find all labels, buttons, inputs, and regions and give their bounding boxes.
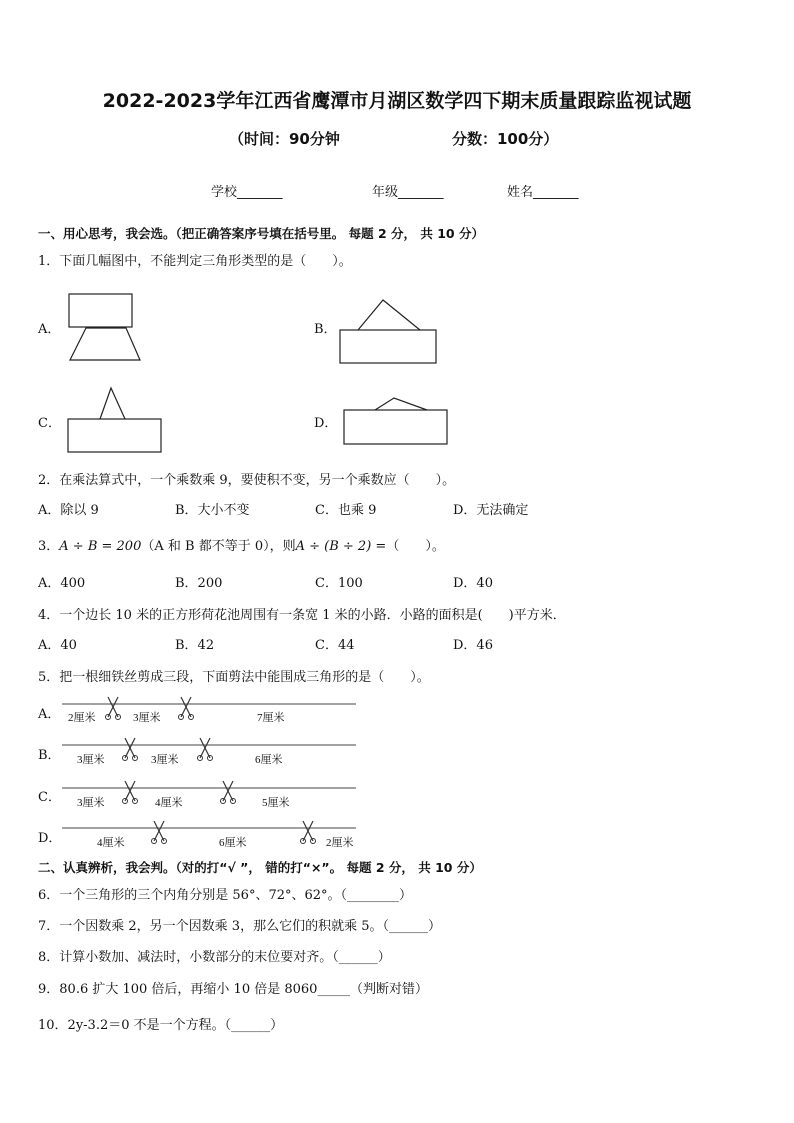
q5-option-c-label: C． [38,790,61,805]
q5-option-a-label: A． [38,707,61,722]
q4-option-a: A．40 [38,638,77,653]
q4-option-d: D．46 [453,638,493,653]
question-3 [38,535,445,554]
q1-option-c-label: C． [38,416,61,431]
q2-option-b: B．大小不变 [175,503,250,518]
q3-expression-2: A ÷ (B ÷ 2) = [295,539,387,554]
q3-expression-1: A ÷ B = 200 [59,539,142,554]
segment-label: 2厘米 [68,712,96,724]
page-title: 2022-2023学年江西省鹰潭市月湖区数学四下期末质量跟踪监视试题 [102,90,692,112]
q3-option-c: C．100 [315,576,363,591]
q5-option-d-label: D． [38,831,62,846]
section-2-heading: 二、认真辨析，我会判。（对的打“√ ”， 错的打“×”。 每题 2 分， 共 10 分） [38,860,482,875]
q5-wire-c [60,779,360,811]
q1-figure-a [60,290,150,365]
section-1-heading: 一、用心思考，我会选。（把正确答案序号填在括号里。 每题 2 分， 共 10 分） [38,226,484,241]
question-1: 1．下面几幅图中，不能判定三角形类型的是（ ）。 [38,254,352,269]
scissors-icon [123,738,138,761]
q5-wire-b [60,736,360,768]
judgement-item: 10．2y-3.2＝0 不是一个方程。（______） [38,1018,284,1033]
segment-label: 3厘米 [77,797,105,809]
q3-option-b: B．200 [175,576,223,591]
segment-label: 3厘米 [151,754,179,766]
q1-option-d-label: D． [314,416,338,431]
question-5: 5．把一根细铁丝剪成三段，下面剪法中能围成三角形的是（ ）。 [38,670,430,685]
exam-time: （时间：90分钟 [229,130,340,148]
q5-option-b-label: B． [38,748,61,763]
segment-label: 3厘米 [133,712,161,724]
name-field: 姓名_______ [507,185,579,200]
segment-label: 2厘米 [326,837,354,849]
scissors-icon [198,738,213,761]
scissors-icon [221,781,236,804]
question-4: 4．一个边长 10 米的正方形荷花池周围有一条宽 1 米的小路．小路的面积是( )平方米． [38,608,566,623]
q4-option-c: C．44 [315,638,355,653]
q3-number: 3． [38,539,60,554]
segment-label: 6厘米 [219,837,247,849]
grade-field: 年级_______ [372,185,444,200]
segment-label: 4厘米 [97,837,125,849]
question-2: 2．在乘法算式中，一个乘数乘 9，要使积不变，另一个乘数应（ ）。 [38,473,456,488]
school-field: 学校_______ [211,185,283,200]
q5-wire-a [60,695,360,727]
exam-score: 分数：100分） [452,130,559,148]
segment-label: 6厘米 [255,754,283,766]
q3-option-d: D．40 [453,576,493,591]
q1-figure-b [336,295,441,367]
scissors-icon [301,821,316,844]
q3-option-a: A．400 [38,576,86,591]
q3-blank: （ ）。 [386,539,445,554]
judgement-item: 7．一个因数乘 2，另一个因数乘 3，那么它们的积就乘 5。（______） [38,919,441,934]
scissors-icon [123,781,138,804]
q2-option-d: D．无法确定 [453,503,529,518]
scissors-icon [106,697,121,720]
q1-option-a-label: A． [38,322,61,337]
scissors-icon [179,697,194,720]
judgement-item: 8．计算小数加、减法时，小数部分的末位要对齐。（______） [38,950,391,965]
segment-label: 3厘米 [77,754,105,766]
judgement-item: 9．80.6 扩大 100 倍后，再缩小 10 倍是 8060_____（判断对错） [38,982,428,997]
q4-option-b: B．42 [175,638,215,653]
segment-label: 5厘米 [262,797,290,809]
segment-label: 7厘米 [257,712,285,724]
segment-label: 4厘米 [155,797,183,809]
scissors-icon [152,821,167,844]
q2-option-a: A．除以 9 [38,503,99,518]
q1-figure-d [340,394,450,450]
judgement-item: 6．一个三角形的三个内角分别是 56°、72°、62°。（________） [38,888,413,903]
q1-figure-c [64,385,166,457]
q2-option-c: C．也乘 9 [315,503,377,518]
q3-condition: （A 和 B 都不等于 0），则 [141,539,296,554]
q1-option-b-label: B． [314,322,337,337]
